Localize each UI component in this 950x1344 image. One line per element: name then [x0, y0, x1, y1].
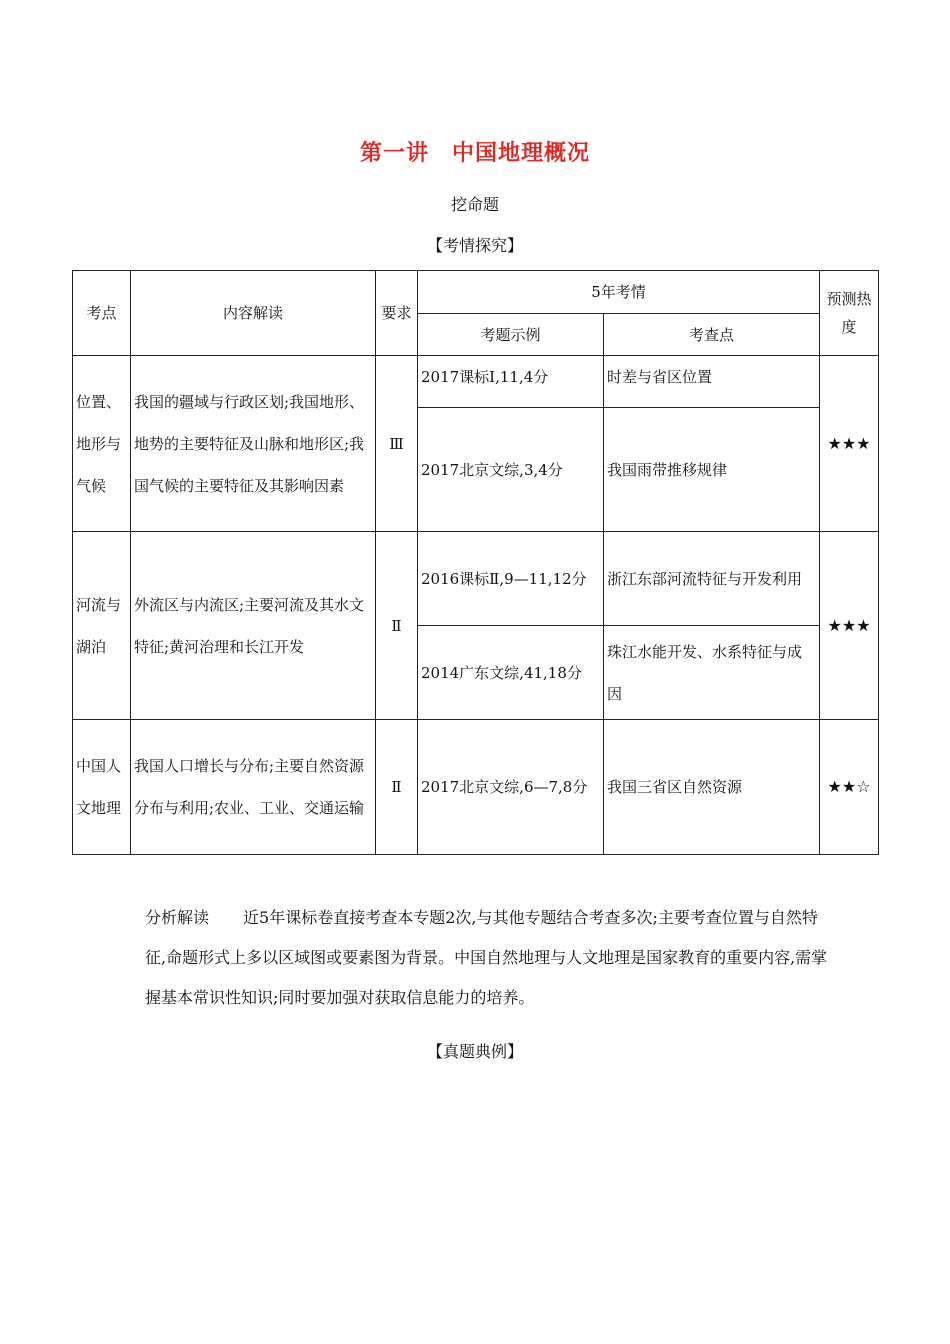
cell-neirong: 我国的疆域与行政区划;我国地形、地势的主要特征及山脉和地形区;我国气候的主要特征及其影响因素 [131, 356, 376, 532]
cell-shili: 2016课标Ⅱ,9—11,12分 [418, 532, 604, 626]
cell-kaochadian: 我国三省区自然资源 [604, 720, 820, 855]
analysis-label: 分析解读 [145, 908, 210, 927]
header-redu: 预测热度 [820, 271, 879, 356]
analysis-paragraph [145, 898, 835, 1018]
cell-kaochadian: 我国雨带推移规律 [604, 408, 820, 532]
cell-shili: 2017北京文综,6—7,8分 [418, 720, 604, 855]
section-heading-kaoqing: 【考情探究】 [426, 236, 523, 255]
cell-kaodian: 河流与湖泊 [73, 532, 131, 720]
section-heading-zhenti: 【真题典例】 [426, 1042, 523, 1061]
cell-yaoqiu: Ⅲ [376, 356, 418, 532]
page-subtitle: 挖命题 [450, 195, 499, 214]
cell-kaochadian: 浙江东部河流特征与开发利用 [604, 532, 820, 626]
cell-kaodian: 中国人文地理 [73, 720, 131, 855]
table-row [73, 720, 879, 855]
table-row [73, 532, 879, 626]
analysis-text: 近5年课标卷直接考查本专题2次,与其他专题结合考查多次;主要考查位置与自然特征,命题形式上多以区域图或要素图为背景。中国自然地理与人文地理是国家教育的重要内容,需掌握基本常识性知识;同时要加强对获取信息能力的培养。 [145, 908, 828, 1007]
header-neirong: 内容解读 [131, 271, 376, 356]
header-kaochadian: 考查点 [604, 314, 820, 356]
cell-kaodian: 位置、地形与气候 [73, 356, 131, 532]
cell-yaoqiu: Ⅱ [376, 532, 418, 720]
cell-redu: ★★★ [820, 356, 879, 532]
header-kaodian: 考点 [73, 271, 131, 356]
cell-yaoqiu: Ⅱ [376, 720, 418, 855]
table-row [73, 356, 879, 408]
cell-neirong: 外流区与内流区;主要河流及其水文特征;黄河治理和长江开发 [131, 532, 376, 720]
cell-shili: 2017课标Ⅰ,11,4分 [418, 356, 604, 408]
header-yaoqiu: 要求 [376, 271, 418, 356]
cell-shili: 2014广东文综,41,18分 [418, 626, 604, 720]
cell-kaochadian: 时差与省区位置 [604, 356, 820, 408]
cell-redu: ★★★ [820, 532, 879, 720]
header-wunian: 5年考情 [418, 271, 820, 314]
cell-kaochadian: 珠江水能开发、水系特征与成因 [604, 626, 820, 720]
cell-neirong: 我国人口增长与分布;主要自然资源分布与利用;农业、工业、交通运输 [131, 720, 376, 855]
header-shili: 考题示例 [418, 314, 604, 356]
exam-analysis-table [72, 270, 879, 855]
page-title: 第一讲 中国地理概况 [359, 141, 590, 166]
cell-shili: 2017北京文综,3,4分 [418, 408, 604, 532]
cell-redu: ★★☆ [820, 720, 879, 855]
